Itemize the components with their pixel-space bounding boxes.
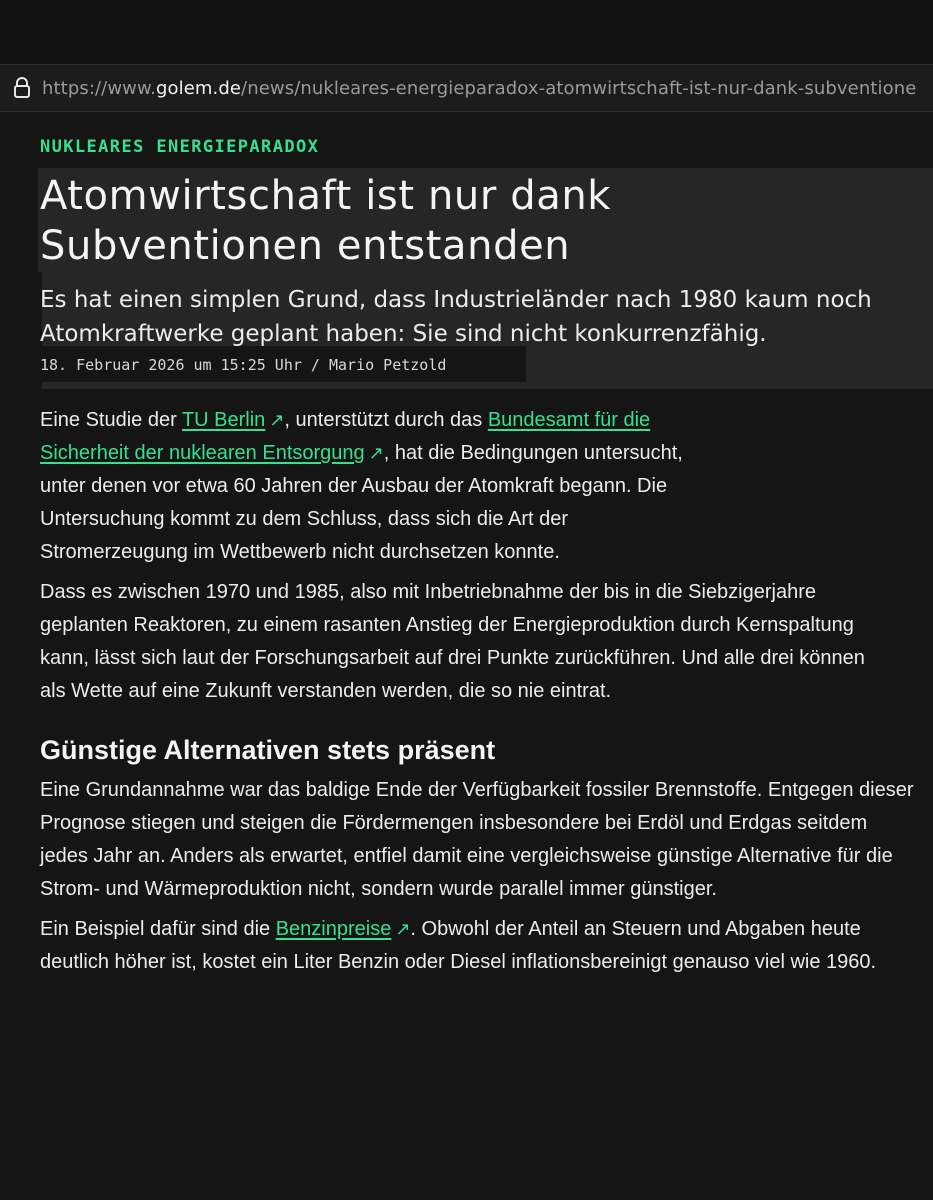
external-link-icon[interactable]: ↗ [368, 443, 384, 463]
paragraph-text: , hat die Bedingungen untersucht, unter denen vor etwa 60 Jahren der Ausbau der Atomkraft begann. Die Untersuchung kommt zu dem Schluss, dass sich die Art der Stromerzeugung im Wettbewerb nicht durchsetzen konnte. [40, 442, 683, 563]
external-link-icon[interactable]: ↗ [395, 919, 411, 939]
headline-line-2: Subventionen entstanden [40, 223, 571, 269]
link-tu-berlin[interactable]: TU Berlin [181, 409, 266, 431]
section-heading: Günstige Alternativen stets präsent [40, 735, 496, 765]
url-prefix: https://www. [42, 77, 156, 99]
paragraph-1 [40, 404, 710, 569]
article-body [40, 404, 920, 986]
article-kicker: NUKLEARES ENERGIEPARADOX [40, 137, 320, 157]
paragraph-2: Dass es zwischen 1970 und 1985, also mit Inbetriebnahme der bis in die Siebzigerjahre geplanten Reaktoren, zu einem rasanten Anstieg der Energieproduktion durch Kernspaltung kann, lässt sich laut der Forschungsarbeit auf drei Punkte zurückführen. Und alle drei können als Wette auf eine Zukunft verstanden werden, die so nie eintrat. [40, 581, 865, 702]
link-benzinpreise[interactable]: Benzinpreise [275, 918, 392, 940]
article-teaser: Es hat einen simplen Grund, dass Industrieländer nach 1980 kaum noch Atomkraftwerke geplant haben: Sie sind nicht konkurrenzfähig. [40, 287, 872, 347]
headline-line-1: Atomwirtschaft ist nur dank [40, 173, 612, 219]
url-text[interactable] [42, 78, 916, 99]
external-link-icon[interactable]: ↗ [269, 410, 285, 430]
paragraph-3: Eine Grundannahme war das baldige Ende der Verfügbarkeit fossiler Brennstoffe. Entgegen dieser Prognose stiegen und steigen die Fördermengen insbesondere bei Erdöl und Erdgas seitdem jedes Jahr an. Anders als erwartet, entfiel damit eine vergleichsweise günstige Alternative für die Strom- und Wärmeproduktion nicht, sondern wurde parallel immer günstiger. [40, 779, 914, 900]
article-byline: 18. Februar 2026 um 15:25 Uhr / Mario Petzold [40, 356, 447, 374]
address-bar[interactable] [0, 64, 933, 112]
link-bundesamt[interactable]: Bundesamt für die Sicherheit der nuklearen Entsorgung [40, 409, 651, 464]
lock-icon [12, 76, 32, 100]
paragraph-4 [40, 913, 920, 979]
article-headline [40, 171, 920, 271]
paragraph-text: Ein Beispiel dafür sind die [40, 918, 276, 940]
paragraph-text: Eine Studie der [40, 409, 182, 431]
url-path: /news/nukleares-energieparadox-atomwirtschaft-ist-nur-dank-subventione [241, 77, 917, 99]
paragraph-text: . Obwohl der Anteil an Steuern und Abgaben heute deutlich höher ist, kostet ein Liter Benzin oder Diesel inflationsbereinigt genauso viel wie 1960. [40, 918, 877, 973]
url-domain: golem.de [155, 77, 242, 99]
window-top-area [0, 0, 933, 64]
paragraph-text: , unterstützt durch das [284, 409, 488, 431]
